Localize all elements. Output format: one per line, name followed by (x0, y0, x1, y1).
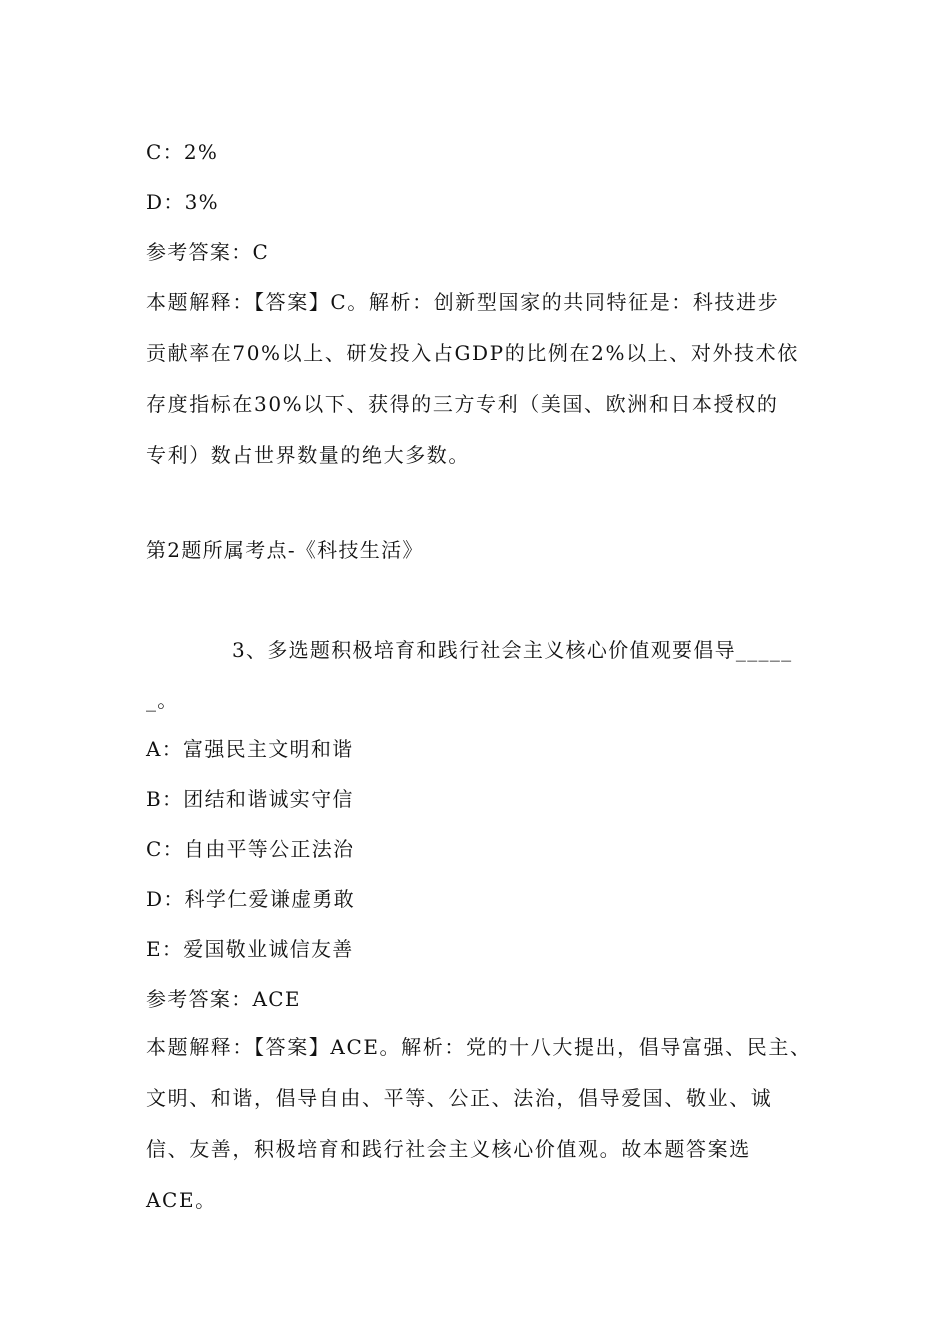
q3-explanation-line: 文明、和谐，倡导自由、平等、公正、法治，倡导爱国、敬业、诚 (146, 1086, 773, 1110)
q3-explanation-line: ACE。 (146, 1188, 217, 1212)
q3-explanation-line: 信、友善，积极培育和践行社会主义核心价值观。故本题答案选 (146, 1137, 751, 1161)
q3-option-c: C：自由平等公正法治 (146, 837, 355, 861)
q1-explanation-line: 贡献率在70%以上、研发投入占GDP的比例在2%以上、对外技术依 (146, 341, 799, 365)
q3-explanation (146, 1022, 816, 1226)
q3-stem-line1: 3、多选题积极培育和践行社会主义核心价值观要倡导_____ (232, 638, 793, 662)
q3-option-d: D：科学仁爱谦虚勇敢 (146, 887, 356, 911)
q1-option-d: D：3% (146, 190, 219, 214)
q3-option-e: E：爱国敬业诚信友善 (146, 937, 354, 961)
q1-answer: 参考答案：C (146, 240, 270, 264)
q3-answer: 参考答案：ACE (146, 987, 301, 1011)
q1-explanation-line: 专利）数占世界数量的绝大多数。 (146, 443, 470, 467)
q1-explanation-line: 存度指标在30%以下、获得的三方专利（美国、欧洲和日本授权的 (146, 392, 779, 416)
q3-option-b: B：团结和谐诚实守信 (146, 787, 354, 811)
q1-option-c: C：2% (146, 140, 219, 164)
q3-stem-line2: _。 (146, 688, 179, 712)
q2-topic: 第2题所属考点-《科技生活》 (146, 538, 424, 562)
q3-option-a: A：富强民主文明和谐 (146, 737, 354, 761)
q1-explanation-line: 本题解释：【答案】C。解析：创新型国家的共同特征是：科技进步 (146, 290, 780, 314)
q3-explanation-line: 本题解释：【答案】ACE。解析：党的十八大提出，倡导富强、民主、 (146, 1035, 812, 1059)
q1-explanation (146, 277, 816, 481)
